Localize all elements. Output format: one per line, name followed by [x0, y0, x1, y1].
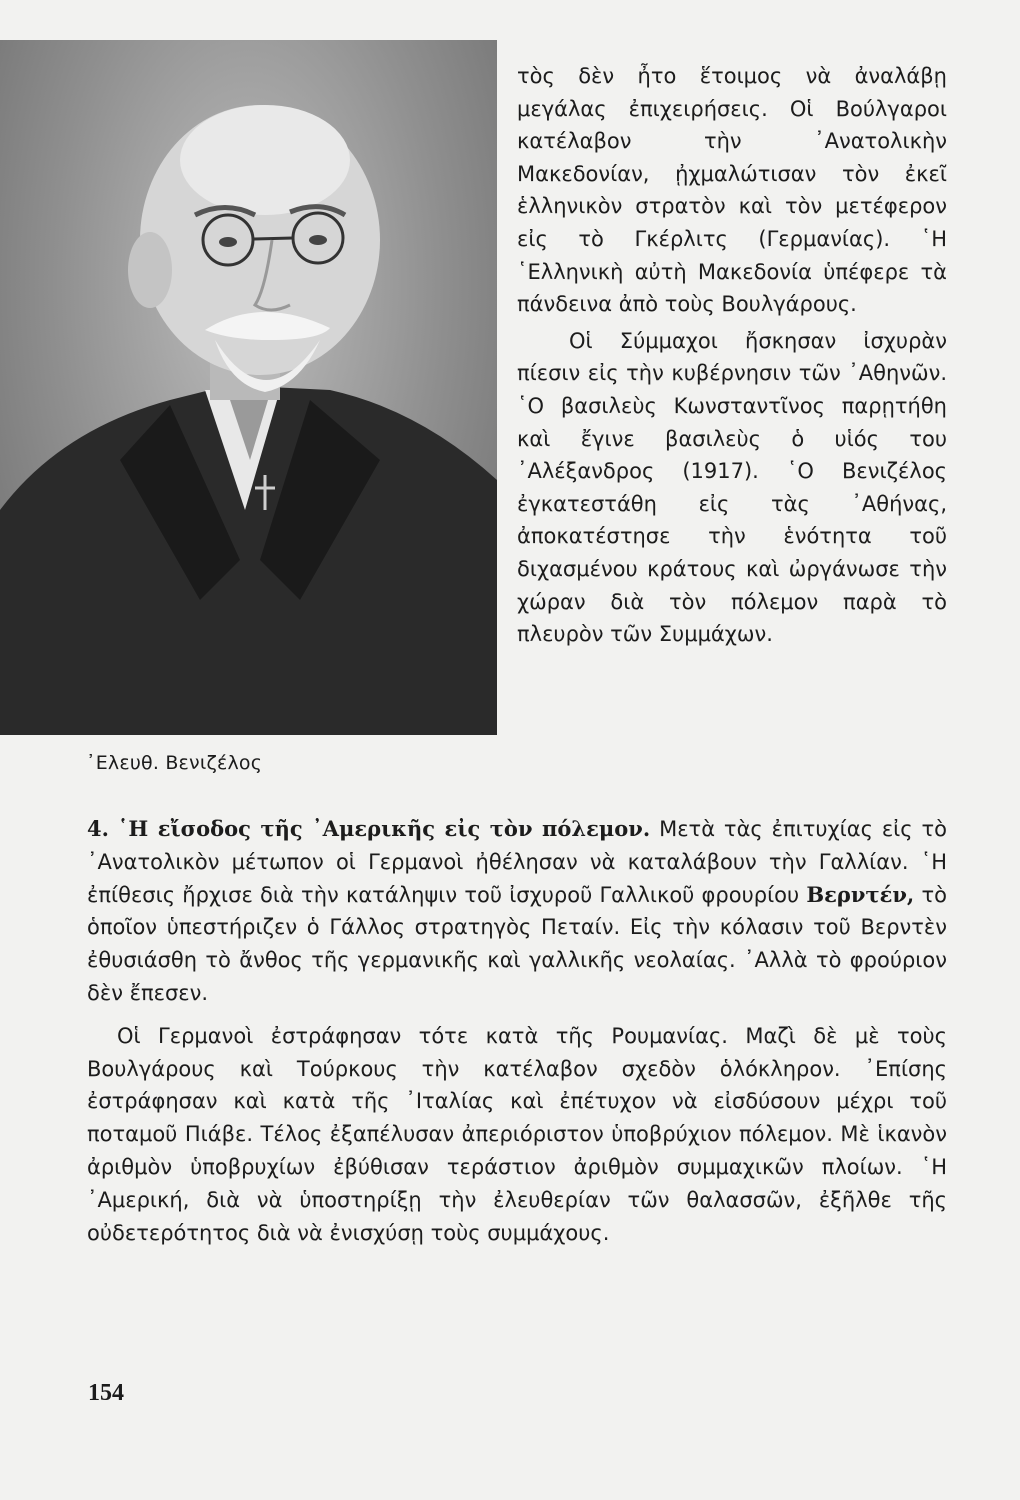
right-column-text [517, 60, 947, 651]
section-4 [87, 813, 947, 1249]
section-text: Μετὰ τὰς ἐπιτυχίας εἰς τὸ ᾿Ανατολικὸν μέτωπον οἱ Γερμανοὶ ἠθέλησαν νὰ καταλάβουν τὴν Γαλλίαν. ῾Η ἐπίθεσις ἤρχισε διὰ τὴν κατάληψιν τοῦ ἰσχυροῦ Γαλλικοῦ φρουρίου [87, 817, 947, 907]
paragraph: τὸς δὲν ἦτο ἕτοιμος νὰ ἀναλάβῃ μεγάλας ἐπιχειρήσεις. Οἱ Βούλγαροι κατέλαβον τὴν ᾿Ανατολικὴν Μακεδονίαν, ᾐχμαλώτισαν τὸν ἐκεῖ ἑλληνικὸν στρατὸν καὶ τὸν μετέφερον εἰς τὸ Γκέρλιτς (Γερμανίας). ῾Η ῾Ελληνικὴ αὐτὴ Μακεδονία ὑπέφερε τὰ πάνδεινα ἀπὸ τοὺς Βουλγάρους. [517, 64, 947, 317]
bold-term: Βερντέν, [806, 881, 915, 907]
section-title: ῾Η εἴσοδος τῆς ᾿Αμερικῆς εἰς τὸν πόλεμον. [117, 816, 651, 841]
paragraph [87, 813, 947, 1010]
portrait-illustration [0, 40, 497, 735]
portrait-photo [0, 40, 497, 735]
section-text: τὸ ὁποῖον ὑπεστήριζεν ὁ Γάλλος στρατηγὸς Πεταίν. Εἰς τὴν κόλασιν τοῦ Βερντὲν ἐθυσιάσθη τὸ ἄνθος τῆς γερμανικῆς καὶ γαλλικῆς νεολαίας. ᾿Αλλὰ τὸ φρούριον δὲν ἔπεσεν. [87, 882, 947, 1005]
paragraph: Οἱ Γερμανοὶ ἐστράφησαν τότε κατὰ τῆς Ρουμανίας. Μαζὶ δὲ μὲ τοὺς Βουλγάρους καὶ Τούρκους τὴν κατέλαβον σχεδὸν ὁλόκληρον. ᾿Επίσης ἐστράφησαν καὶ κατὰ τῆς ᾿Ιταλίας καὶ ἐπέτυχον νὰ εἰσδύσουν μέχρι τοῦ ποταμοῦ Πιάβε. Τέλος ἐξαπέλυσαν ἀπεριόριστον ὑποβρύχιον πόλεμον. Μὲ ἱκανὸν ἀριθμὸν ὑποβρυχίων ἐβύθισαν τεράστιον ἀριθμὸν συμμαχικῶν πλοίων. ῾Η ᾿Αμερική, διὰ νὰ ὑποστηρίξῃ τὴν ἐλευθερίαν τῶν θαλασσῶν, ἐξῆλθε τῆς οὐδετερότητος διὰ νὰ ἐνισχύσῃ τοὺς συμμάχους. [87, 1023, 947, 1245]
section-number: 4. [87, 816, 109, 841]
paragraph: Οἱ Σύμμαχοι ἤσκησαν ἰσχυρὰν πίεσιν εἰς τὴν κυβέρνησιν τῶν ᾿Αθηνῶν. ῾Ο βασιλεὺς Κωνσταντῖνος παρῃτήθη καὶ ἔγινε βασιλεὺς ὁ υἱός του ᾿Αλέξανδρος (1917). ῾Ο Βενιζέλος ἐγκατεστάθη εἰς τὰς ᾿Αθήνας, ἀποκατέστησε τὴν ἑνότητα τοῦ διχασμένου κράτους καὶ ὠργάνωσε τὴν χώραν διὰ τὸν πόλεμον παρὰ τὸ πλευρὸν τῶν Συμμάχων. [517, 328, 947, 647]
page-number: 154 [88, 1380, 124, 1406]
photo-caption: ᾿Ελευθ. Βενιζέλος [86, 752, 263, 774]
